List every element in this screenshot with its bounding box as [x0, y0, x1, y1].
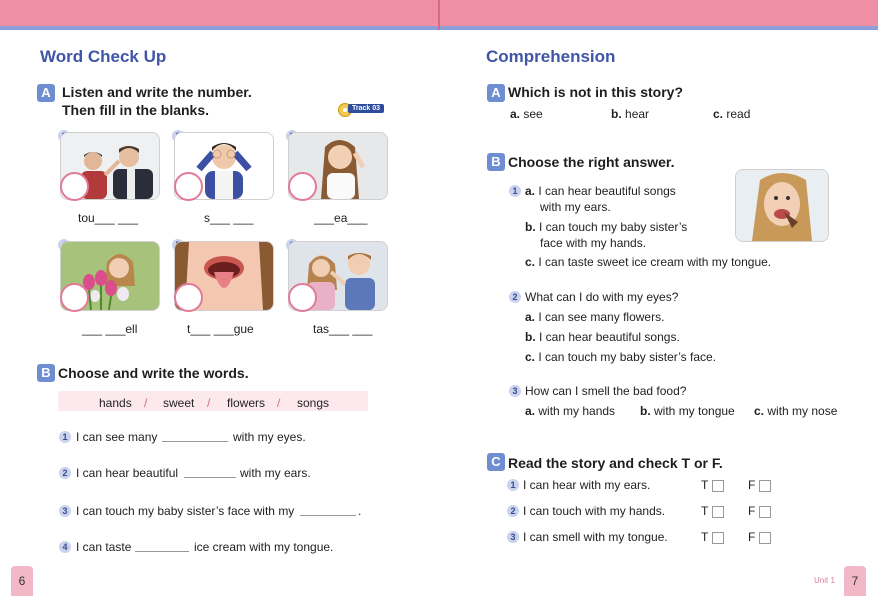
option-letter: c.: [713, 107, 724, 121]
comp-b-heading: Choose the right answer.: [508, 154, 675, 170]
comp-a-badge: A: [487, 84, 505, 102]
tf-number-1: 1: [507, 479, 519, 491]
word-bank-sep-3: /: [277, 396, 281, 410]
word-bank-songs: songs: [297, 396, 330, 410]
sentence-number-4: 4: [59, 541, 71, 553]
page-title-right: Comprehension: [486, 47, 616, 66]
tf-number-3: 3: [507, 531, 519, 543]
track-label: Track 03: [348, 104, 384, 113]
option-text: I can touch my baby sister’s face.: [538, 350, 716, 364]
q3-option-c[interactable]: [754, 404, 837, 418]
sentence-4-start: I can taste: [76, 540, 132, 554]
question-number-2: 2: [509, 291, 521, 303]
tf-true-2[interactable]: [701, 504, 724, 518]
tf-false-2[interactable]: [748, 504, 771, 518]
blank-word-2[interactable]: s___ ___: [204, 211, 254, 225]
tf-false-1[interactable]: [748, 478, 771, 492]
page-fold: [438, 0, 440, 30]
comp-a-option-c[interactable]: [713, 107, 750, 121]
blank-word-3[interactable]: ___ea___: [314, 211, 368, 225]
checkbox[interactable]: [712, 506, 724, 518]
option-letter: c.: [525, 350, 536, 364]
option-text: I can hear beautiful songs: [538, 184, 676, 198]
blank-word-1[interactable]: tou___ ___: [78, 211, 139, 225]
q2-option-b[interactable]: [525, 330, 680, 344]
tf-false-3[interactable]: [748, 530, 771, 544]
page-number-right: 7: [844, 566, 866, 596]
checkbox[interactable]: [712, 480, 724, 492]
comp-c-badge: C: [487, 453, 505, 471]
false-label: F: [748, 530, 756, 544]
question-number-1: 1: [509, 185, 521, 197]
option-letter: c.: [754, 404, 765, 418]
sentence-4-end: ice cream with my tongue.: [194, 540, 334, 554]
photo-girl-eating-ice-cream: [735, 169, 829, 242]
option-letter: a.: [525, 310, 536, 324]
answer-circle-1[interactable]: [60, 172, 89, 201]
comp-a-option-a[interactable]: [510, 107, 543, 121]
sentence-4-blank[interactable]: [135, 541, 189, 552]
section-b-badge: B: [37, 364, 55, 382]
sentence-2-start: I can hear beautiful: [76, 466, 179, 480]
false-label: F: [748, 504, 756, 518]
option-text: see: [523, 107, 543, 121]
answer-circle-6[interactable]: [288, 283, 317, 312]
comp-a-heading: Which is not in this story?: [508, 84, 683, 100]
tf-true-3[interactable]: [701, 530, 724, 544]
q1-option-b[interactable]: [525, 220, 687, 234]
option-text: I can touch my baby sister’s: [539, 220, 688, 234]
q3-option-a[interactable]: [525, 404, 615, 418]
option-text: with my nose: [767, 404, 838, 418]
sentence-3-end: .: [358, 504, 362, 518]
option-text: I can see many flowers.: [538, 310, 665, 324]
tf-statement-2: I can touch with my hands.: [523, 504, 666, 518]
checkbox[interactable]: [759, 506, 771, 518]
section-a-line2: Then fill in the blanks.: [62, 102, 210, 118]
checkbox[interactable]: [712, 532, 724, 544]
option-text: with my tongue: [654, 404, 735, 418]
true-label: T: [701, 530, 709, 544]
tf-statement-1: I can hear with my ears.: [523, 478, 651, 492]
option-letter: a.: [525, 404, 536, 418]
option-text: with my hands: [538, 404, 616, 418]
sentence-1-blank[interactable]: [162, 431, 228, 442]
section-a-badge: A: [37, 84, 55, 102]
blank-word-6[interactable]: tas___ ___: [313, 322, 373, 336]
q2-option-c[interactable]: [525, 350, 716, 364]
comp-b-badge: B: [487, 153, 505, 171]
q1-option-b-cont: face with my hands.: [540, 236, 647, 250]
tf-true-1[interactable]: [701, 478, 724, 492]
q1-option-c[interactable]: [525, 255, 771, 269]
q2-text: What can I do with my eyes?: [525, 290, 679, 304]
section-a-line1: Listen and write the number.: [62, 84, 252, 100]
option-letter: a.: [525, 184, 536, 198]
option-letter: b.: [640, 404, 651, 418]
true-label: T: [701, 504, 709, 518]
option-text: I can taste sweet ice cream with my tongue.: [538, 255, 772, 269]
q2-option-a[interactable]: [525, 310, 664, 324]
question-number-3: 3: [509, 385, 521, 397]
section-b-heading: Choose and write the words.: [58, 365, 249, 381]
comp-c-heading: Read the story and check T or F.: [508, 455, 723, 471]
blank-word-5[interactable]: t___ ___gue: [187, 322, 254, 336]
tf-number-2: 2: [507, 505, 519, 517]
checkbox[interactable]: [759, 480, 771, 492]
answer-circle-4[interactable]: [60, 283, 89, 312]
answer-circle-2[interactable]: [174, 172, 203, 201]
track-badge[interactable]: [338, 103, 382, 116]
option-text: read: [726, 107, 751, 121]
sentence-1-start: I can see many: [76, 430, 158, 444]
word-bank-sweet: sweet: [163, 396, 195, 410]
option-letter: c.: [525, 255, 536, 269]
option-letter: a.: [510, 107, 521, 121]
sentence-number-1: 1: [59, 431, 71, 443]
sentence-number-3: 3: [59, 505, 71, 517]
comp-a-option-b[interactable]: [611, 107, 649, 121]
q1-option-a[interactable]: [525, 184, 676, 198]
page-title-left: Word Check Up: [40, 47, 167, 66]
sentence-1-end: with my eyes.: [233, 430, 306, 444]
word-bank-sep-1: /: [144, 396, 148, 410]
word-bank-hands: hands: [99, 396, 132, 410]
answer-circle-3[interactable]: [288, 172, 317, 201]
answer-circle-5[interactable]: [174, 283, 203, 312]
true-label: T: [701, 478, 709, 492]
q3-text: How can I smell the bad food?: [525, 384, 687, 398]
checkbox[interactable]: [759, 532, 771, 544]
option-text: hear: [625, 107, 650, 121]
option-letter: b.: [525, 220, 536, 234]
q3-option-b[interactable]: [640, 404, 735, 418]
tf-statement-3: I can smell with my tongue.: [523, 530, 668, 544]
false-label: F: [748, 478, 756, 492]
option-text: I can hear beautiful songs.: [539, 330, 680, 344]
blank-word-4[interactable]: ___ ___ell: [82, 322, 138, 336]
sentence-number-2: 2: [59, 467, 71, 479]
sentence-3-start: I can touch my baby sister’s face with my: [76, 504, 295, 518]
option-letter: b.: [611, 107, 622, 121]
option-letter: b.: [525, 330, 536, 344]
word-bank-flowers: flowers: [227, 396, 266, 410]
unit-label: Unit 1: [814, 576, 835, 585]
page-number-left: 6: [11, 566, 33, 596]
q1-option-a-cont: with my ears.: [540, 200, 611, 214]
sentence-2-blank[interactable]: [184, 467, 236, 478]
sentence-3-blank[interactable]: [300, 505, 356, 516]
sentence-2-end: with my ears.: [240, 466, 311, 480]
word-bank-sep-2: /: [207, 396, 211, 410]
